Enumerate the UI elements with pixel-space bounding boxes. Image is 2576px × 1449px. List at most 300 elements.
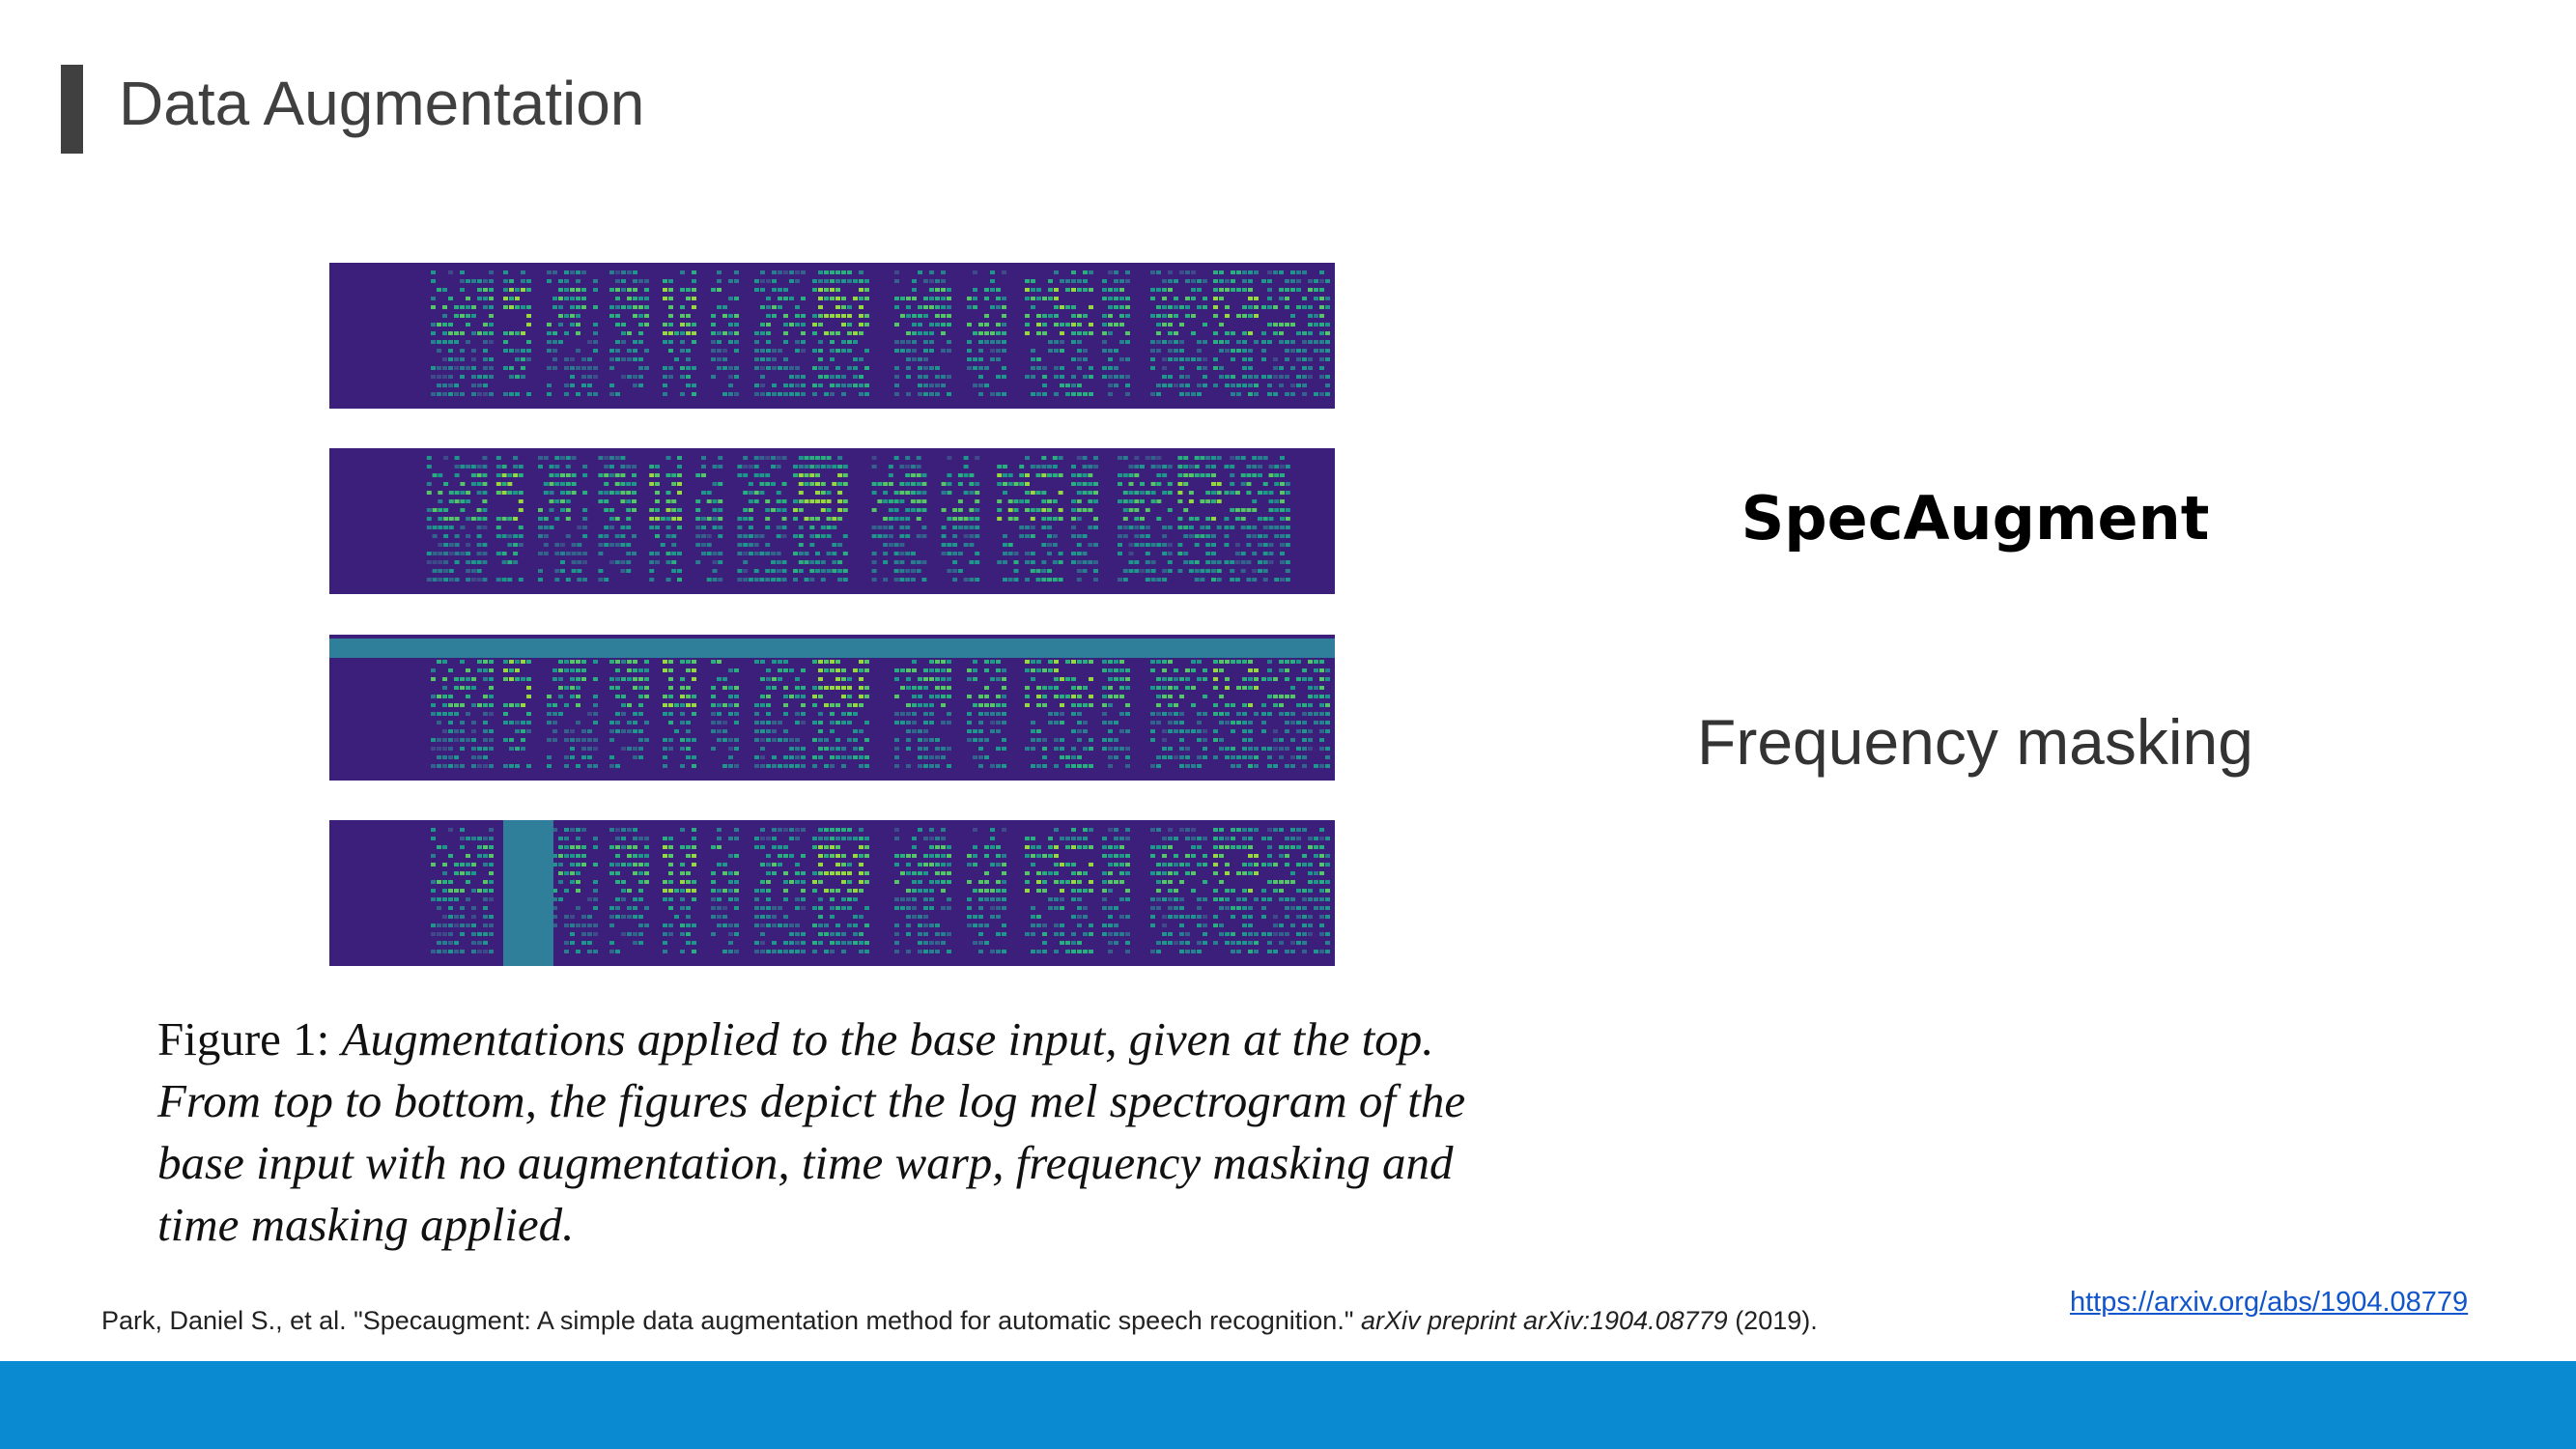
spectrogram-cell	[442, 323, 447, 327]
spectrogram-cell	[433, 578, 438, 582]
spectrogram-cell	[581, 923, 586, 927]
spectrogram-cell	[906, 721, 911, 724]
spectrogram-cell	[442, 880, 447, 884]
spectrogram-cell	[1108, 297, 1113, 300]
spectrogram-cell	[466, 491, 470, 495]
spectrogram-cell	[809, 543, 814, 547]
spectrogram-cell	[743, 543, 748, 547]
spectrogram-cell	[1273, 305, 1278, 309]
spectrogram-cell	[1191, 270, 1196, 274]
spectrogram-cell	[1077, 941, 1082, 945]
spectrogram-cell	[431, 677, 436, 681]
spectrogram-cell	[1280, 473, 1285, 477]
spectrogram-cell	[1083, 660, 1088, 664]
spectrogram-cell	[805, 456, 809, 460]
spectrogram-cell	[923, 923, 928, 927]
spectrogram-cell	[990, 828, 995, 832]
spectrogram-cell	[621, 375, 626, 379]
spectrogram-cell	[564, 845, 569, 849]
spectrogram-cell	[801, 871, 806, 875]
spectrogram-cell	[1197, 897, 1202, 901]
spectrogram-cell	[1314, 845, 1318, 849]
spectrogram-cell	[1252, 499, 1257, 503]
spectrogram-cell	[1203, 384, 1207, 387]
spectrogram-cell	[1150, 314, 1155, 318]
spectrogram-cell	[1060, 923, 1064, 927]
spectrogram-cell	[1195, 456, 1200, 460]
spectrogram-cell	[437, 897, 441, 901]
spectrogram-cell	[576, 738, 580, 742]
spectrogram-cell	[1325, 729, 1330, 733]
spectrogram-cell	[1077, 569, 1082, 573]
spectrogram-cell	[760, 677, 765, 681]
spectrogram-cell	[1225, 845, 1230, 849]
spectrogram-cell	[460, 863, 465, 867]
spectrogram-cell	[1308, 729, 1313, 733]
spectrogram-cell	[728, 932, 733, 936]
spectrogram-cell	[1031, 923, 1035, 927]
spectrogram-cell	[1174, 755, 1178, 759]
spectrogram-cell	[460, 721, 465, 724]
spectrogram-cell	[582, 578, 587, 582]
spectrogram-cell	[519, 465, 524, 469]
spectrogram-cell	[466, 499, 470, 503]
spectrogram-cell	[859, 755, 863, 759]
spectrogram-cell	[1179, 941, 1184, 945]
spectrogram-cell	[615, 863, 620, 867]
spectrogram-cell	[827, 465, 832, 469]
spectrogram-cell	[894, 747, 899, 751]
spectrogram-cell	[454, 764, 459, 768]
spectrogram-cell	[1302, 297, 1307, 300]
spectrogram-cell	[837, 543, 842, 547]
spectrogram-cell	[1213, 897, 1218, 901]
spectrogram-cell	[864, 279, 869, 283]
spectrogram-cell	[717, 906, 722, 910]
spectrogram-cell	[734, 349, 739, 353]
spectrogram-cell	[778, 845, 782, 849]
spectrogram-cell	[947, 845, 951, 849]
spectrogram-cell	[686, 668, 691, 672]
spectrogram-cell	[454, 755, 459, 759]
spectrogram-cell	[1230, 578, 1234, 582]
spectrogram-cell	[1279, 331, 1284, 335]
spectrogram-cell	[692, 764, 696, 768]
spectrogram-cell	[576, 305, 580, 309]
spectrogram-cell	[975, 517, 979, 521]
spectrogram-cell	[789, 764, 794, 768]
spectrogram-cell	[818, 686, 823, 690]
spectrogram-cell	[1031, 764, 1035, 768]
spectrogram-cell	[1162, 668, 1167, 672]
spectrogram-cell	[1036, 703, 1041, 707]
spectrogram-cell	[809, 578, 814, 582]
spectrogram-cell	[1248, 871, 1253, 875]
spectrogram-cell	[1230, 482, 1234, 486]
spectrogram-cell	[460, 552, 465, 555]
spectrogram-cell	[818, 863, 823, 867]
spectrogram-cell	[935, 288, 940, 292]
spectrogram-cell	[1296, 889, 1301, 893]
spectrogram-cell	[1054, 323, 1059, 327]
spectrogram-cell	[818, 755, 823, 759]
spectrogram-cell	[760, 323, 765, 327]
spectrogram-cell	[1125, 305, 1130, 309]
spectrogram-cell	[1002, 686, 1006, 690]
spectrogram-cell	[1125, 677, 1130, 681]
spectrogram-cell	[477, 837, 482, 840]
spectrogram-cell	[1185, 305, 1190, 309]
spectrogram-cell	[483, 384, 488, 387]
spectrogram-cell	[864, 695, 869, 698]
spectrogram-cell	[1179, 828, 1184, 832]
spectrogram-cell	[1211, 569, 1216, 573]
spectrogram-cell	[789, 880, 794, 884]
spectrogram-cell	[477, 932, 482, 936]
spectrogram-cell	[795, 738, 800, 742]
spectrogram-cell	[1205, 526, 1210, 529]
spectrogram-cell	[460, 932, 465, 936]
spectrogram-cell	[1179, 375, 1184, 379]
spectrogram-cell	[466, 695, 470, 698]
spectrogram-cell	[1025, 508, 1030, 512]
spectrogram-cell	[1129, 473, 1134, 477]
spectrogram-cell	[772, 755, 777, 759]
spectrogram-cell	[1156, 499, 1161, 503]
spectrogram-cell	[615, 279, 620, 283]
spectrogram-cell	[1162, 552, 1167, 555]
spectrogram-cell	[799, 473, 804, 477]
spectrogram-cell	[638, 755, 643, 759]
spectrogram-cell	[818, 314, 823, 318]
spectrogram-cell	[996, 863, 1001, 867]
spectrogram-cell	[644, 721, 649, 724]
spectrogram-cell	[1225, 375, 1230, 379]
spectrogram-cell	[677, 526, 682, 529]
spectrogram-cell	[760, 392, 765, 396]
spectrogram-cell	[1031, 729, 1035, 733]
spectrogram-cell	[967, 340, 972, 344]
spectrogram-cell	[818, 729, 823, 733]
spectrogram-cell	[666, 578, 671, 582]
spectrogram-cell	[448, 340, 453, 344]
spectrogram-cell	[668, 668, 673, 672]
spectrogram-cell	[1054, 845, 1059, 849]
spectrogram-cell	[772, 677, 777, 681]
spectrogram-cell	[894, 366, 899, 370]
spectrogram-cell	[824, 854, 829, 858]
spectrogram-cell	[471, 837, 476, 840]
spectrogram-cell	[477, 889, 482, 893]
spectrogram-cell	[482, 517, 487, 521]
spectrogram-cell	[692, 845, 696, 849]
spectrogram-cell	[1195, 543, 1200, 547]
spectrogram-cell	[701, 473, 706, 477]
spectrogram-cell	[847, 366, 852, 370]
spectrogram-cell	[1290, 738, 1295, 742]
spectrogram-cell	[1123, 499, 1128, 503]
spectrogram-cell	[718, 465, 722, 469]
spectrogram-cell	[1077, 764, 1082, 768]
spectrogram-cell	[566, 465, 571, 469]
spectrogram-cell	[967, 897, 972, 901]
spectrogram-cell	[1213, 384, 1218, 387]
spectrogram-cell	[621, 288, 626, 292]
spectrogram-cell	[929, 764, 934, 768]
spectrogram-cell	[941, 941, 946, 945]
spectrogram-cell	[633, 837, 637, 840]
spectrogram-cell	[1200, 578, 1204, 582]
spectrogram-cell	[1248, 889, 1253, 893]
spectrogram-cell	[526, 305, 531, 309]
spectrogram-cell	[1041, 508, 1046, 512]
spectrogram-cell	[1118, 552, 1122, 555]
spectrogram-cell	[765, 552, 770, 555]
spectrogram-cell	[1290, 712, 1295, 716]
spectrogram-cell	[1203, 755, 1207, 759]
spectrogram-cell	[1314, 279, 1318, 283]
spectrogram-cell	[906, 889, 911, 893]
spectrogram-cell	[1174, 340, 1178, 344]
spectrogram-cell	[1053, 499, 1058, 503]
spectrogram-cell	[471, 331, 476, 335]
spectrogram-cell	[801, 747, 806, 751]
spectrogram-cell	[906, 375, 911, 379]
spectrogram-cell	[818, 941, 823, 945]
spectrogram-cell	[772, 305, 777, 309]
spectrogram-cell	[686, 349, 691, 353]
spectrogram-cell	[1302, 923, 1307, 927]
spectrogram-cell	[598, 578, 603, 582]
spectrogram-cell	[1296, 863, 1301, 867]
spectrogram-cell	[754, 712, 759, 716]
spectrogram-cell	[550, 473, 554, 477]
spectrogram-cell	[680, 950, 685, 953]
spectrogram-cell	[1102, 686, 1107, 690]
spectrogram-cell	[815, 465, 820, 469]
spectrogram-cell	[711, 323, 716, 327]
spectrogram-cell	[941, 323, 946, 327]
spectrogram-cell	[570, 375, 575, 379]
spectrogram-cell	[1089, 270, 1093, 274]
spectrogram-cell	[941, 871, 946, 875]
spectrogram-cell	[722, 357, 727, 361]
spectrogram-cell	[663, 297, 667, 300]
spectrogram-cell	[778, 660, 782, 664]
spectrogram-cell	[1102, 340, 1107, 344]
spectrogram-cell	[978, 366, 983, 370]
spectrogram-cell	[1242, 357, 1247, 361]
spectrogram-cell	[638, 854, 643, 858]
spectrogram-cell	[1156, 845, 1161, 849]
spectrogram-cell	[570, 323, 575, 327]
spectrogram-cell	[1083, 871, 1088, 875]
spectrogram-cell	[1302, 331, 1307, 335]
spectrogram-cell	[947, 897, 951, 901]
spectrogram-cell	[1236, 660, 1241, 664]
spectrogram-cell	[1077, 349, 1082, 353]
spectrogram-cell	[906, 712, 911, 716]
spectrogram-cell	[1231, 331, 1235, 335]
spectrogram-cell	[521, 729, 525, 733]
spectrogram-cell	[783, 331, 788, 335]
spectrogram-cell	[626, 543, 631, 547]
spectrogram-cell	[621, 932, 626, 936]
spectrogram-cell	[717, 331, 722, 335]
spectrogram-cell	[760, 305, 765, 309]
spectrogram-cell	[760, 660, 765, 664]
spectrogram-cell	[1123, 456, 1128, 460]
spectrogram-cell	[437, 880, 441, 884]
spectrogram-cell	[1118, 499, 1122, 503]
spectrogram-cell	[766, 871, 771, 875]
spectrogram-cell	[1054, 686, 1059, 690]
spectrogram-cell	[917, 569, 921, 573]
spectrogram-cell	[502, 578, 507, 582]
spectrogram-cell	[923, 729, 928, 733]
spectrogram-cell	[859, 880, 863, 884]
spectrogram-cell	[1071, 465, 1076, 469]
spectrogram-cell	[477, 764, 482, 768]
spectrogram-cell	[929, 845, 934, 849]
spectrogram-cell	[1036, 738, 1041, 742]
spectrogram-cell	[1254, 950, 1259, 953]
spectrogram-cell	[978, 889, 983, 893]
spectrogram-cell	[1168, 384, 1173, 387]
spectrogram-cell	[707, 552, 712, 555]
spectrogram-cell	[737, 517, 742, 521]
spectrogram-cell	[692, 828, 696, 832]
spectrogram-cell	[576, 950, 580, 953]
spectrogram-cell	[923, 721, 928, 724]
spectrogram-cell	[644, 366, 649, 370]
spectrogram-cell	[1108, 828, 1113, 832]
spectrogram-cell	[471, 738, 476, 742]
spectrogram-cell	[918, 755, 922, 759]
spectrogram-cell	[864, 880, 869, 884]
spectrogram-cell	[1191, 828, 1196, 832]
spectrogram-cell	[1123, 473, 1128, 477]
spectrogram-cell	[581, 828, 586, 832]
spectrogram-cell	[906, 915, 911, 919]
spectrogram-cell	[609, 721, 614, 724]
spectrogram-cell	[1162, 660, 1167, 664]
spectrogram-cell	[772, 941, 777, 945]
spectrogram-cell	[1014, 569, 1019, 573]
spectrogram-cell	[1125, 747, 1130, 751]
spectrogram-cell	[1308, 703, 1313, 707]
spectrogram-cell	[900, 721, 905, 724]
spectrogram-cell	[1077, 279, 1082, 283]
spectrogram-cell	[1248, 923, 1253, 927]
spectrogram-cell	[1325, 695, 1330, 698]
spectrogram-cell	[711, 897, 716, 901]
spectrogram-cell	[1177, 499, 1182, 503]
spectrogram-cell	[1267, 880, 1272, 884]
arxiv-link[interactable]: https://arxiv.org/abs/1904.08779	[2070, 1287, 2469, 1318]
spectrogram-cell	[969, 578, 974, 582]
spectrogram-cell	[431, 279, 436, 283]
spectrogram-cell	[809, 482, 814, 486]
spectrogram-cell	[812, 392, 817, 396]
spectrogram-cell	[815, 491, 820, 495]
spectrogram-cell	[918, 331, 922, 335]
spectrogram-cell	[984, 686, 989, 690]
spectrogram-cell	[912, 721, 917, 724]
spectrogram-cell	[680, 932, 685, 936]
spectrogram-cell	[841, 677, 846, 681]
spectrogram-cell	[677, 569, 682, 573]
spectrogram-cell	[783, 738, 788, 742]
spectrogram-cell	[801, 349, 806, 353]
spectrogram-cell	[1319, 880, 1324, 884]
spectrogram-cell	[1071, 863, 1076, 867]
spectrogram-cell	[772, 738, 777, 742]
spectrogram-cell	[1179, 923, 1184, 927]
spectrogram-cell	[609, 755, 614, 759]
spectrogram-cell	[1219, 906, 1224, 910]
spectrogram-cell	[1267, 747, 1272, 751]
spectrogram-cell	[754, 738, 759, 742]
spectrogram-cell	[1088, 473, 1092, 477]
spectrogram-cell	[680, 906, 685, 910]
spectrogram-cell	[477, 941, 482, 945]
spectrogram-cell	[830, 837, 835, 840]
spectrogram-cell	[827, 552, 832, 555]
spectrogram-cell	[1108, 738, 1113, 742]
spectrogram-cell	[668, 297, 673, 300]
spectrogram-cell	[431, 305, 436, 309]
spectrogram-cell	[809, 517, 814, 521]
spectrogram-cell	[593, 712, 598, 716]
spectrogram-cell	[1053, 534, 1058, 538]
spectrogram-cell	[442, 288, 447, 292]
spectrogram-cell	[680, 323, 685, 327]
spectrogram-cell	[1025, 552, 1030, 555]
spectrogram-cell	[1285, 305, 1289, 309]
spectrogram-cell	[1279, 297, 1284, 300]
spectrogram-cell	[805, 552, 809, 555]
spectrogram-cell	[1261, 340, 1266, 344]
spectrogram-cell	[1279, 755, 1284, 759]
spectrogram-cell	[1077, 331, 1082, 335]
spectrogram-cell	[437, 323, 441, 327]
spectrogram-cell	[1279, 889, 1284, 893]
spectrogram-cell	[1179, 270, 1184, 274]
spectrogram-cell	[649, 482, 654, 486]
spectrogram-cell	[766, 764, 771, 768]
spectrogram-cell	[1083, 837, 1088, 840]
spectrogram-cell	[1162, 569, 1167, 573]
spectrogram-cell	[680, 897, 685, 901]
spectrogram-cell	[471, 560, 476, 564]
spectrogram-cell	[1041, 465, 1046, 469]
spectrogram-cell	[1302, 828, 1307, 832]
spectrogram-cell	[1308, 845, 1313, 849]
spectrogram-cell	[859, 305, 863, 309]
spectrogram-cell	[1108, 375, 1113, 379]
spectrogram-cell	[544, 517, 549, 521]
spectrogram-cell	[772, 721, 777, 724]
spectrogram-cell	[853, 297, 858, 300]
spectrogram-cell	[978, 331, 983, 335]
spectrogram-cell	[547, 764, 552, 768]
spectrogram-cell	[1225, 863, 1230, 867]
spectrogram-cell	[570, 880, 575, 884]
spectrogram-cell	[1008, 517, 1013, 521]
spectrogram-cell	[1290, 323, 1295, 327]
spectrogram-cell	[1150, 729, 1155, 733]
